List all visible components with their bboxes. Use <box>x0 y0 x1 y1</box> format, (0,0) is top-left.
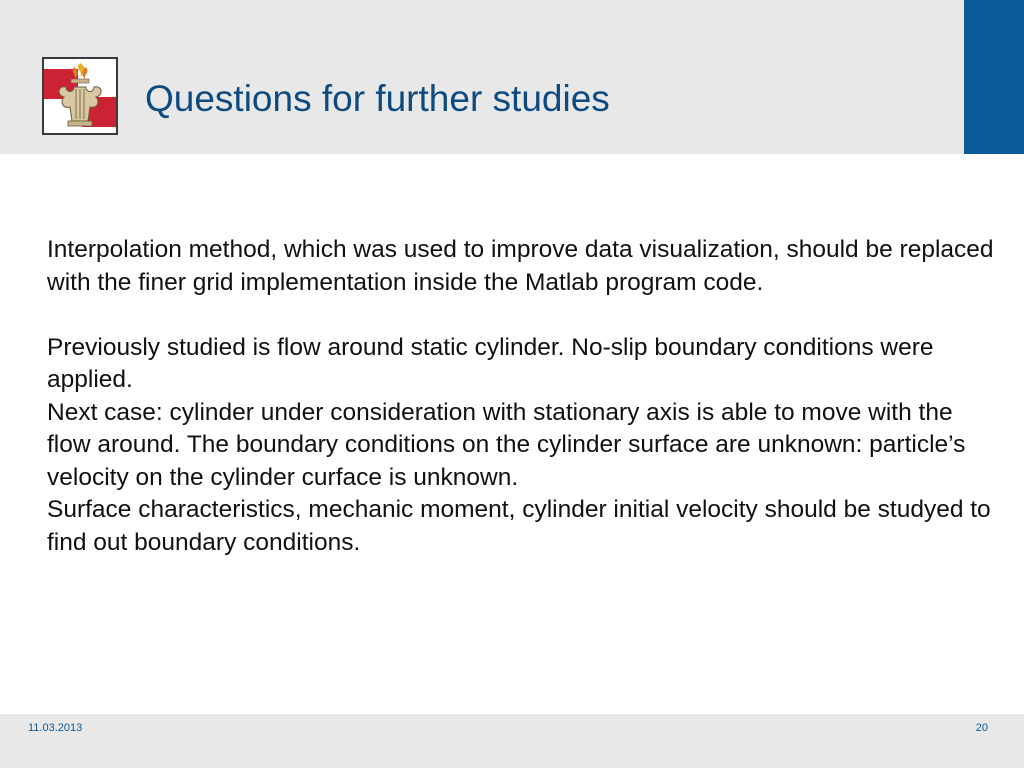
slide-footer <box>0 714 1024 768</box>
body-paragraph: Surface characteristics, mechanic moment, cylinder initial velocity should be studyed to find out boundary conditions. <box>47 496 991 556</box>
slide-body <box>47 234 997 559</box>
slide-header <box>0 0 964 154</box>
slide-title: Questions for further studies <box>145 78 610 119</box>
body-paragraph: Next case: cylinder under consideration with stationary axis is able to move with the flow around. The boundary conditions on the cylinder surface are unknown: particle’s velocity on the cylinder curface is unknown. <box>47 398 966 491</box>
university-crest-icon <box>42 57 118 135</box>
footer-date: 11.03.2013 <box>28 722 83 734</box>
header-accent-bar <box>964 0 1024 154</box>
body-paragraph: Interpolation method, which was used to improve data visualization, should be replaced with the finer grid implementation inside the Matlab program code. <box>47 236 994 296</box>
paragraph-spacer <box>47 299 997 332</box>
body-paragraph: Previously studied is flow around static cylinder. No-slip boundary conditions were applied. <box>47 333 934 393</box>
page-number: 20 <box>975 722 988 734</box>
